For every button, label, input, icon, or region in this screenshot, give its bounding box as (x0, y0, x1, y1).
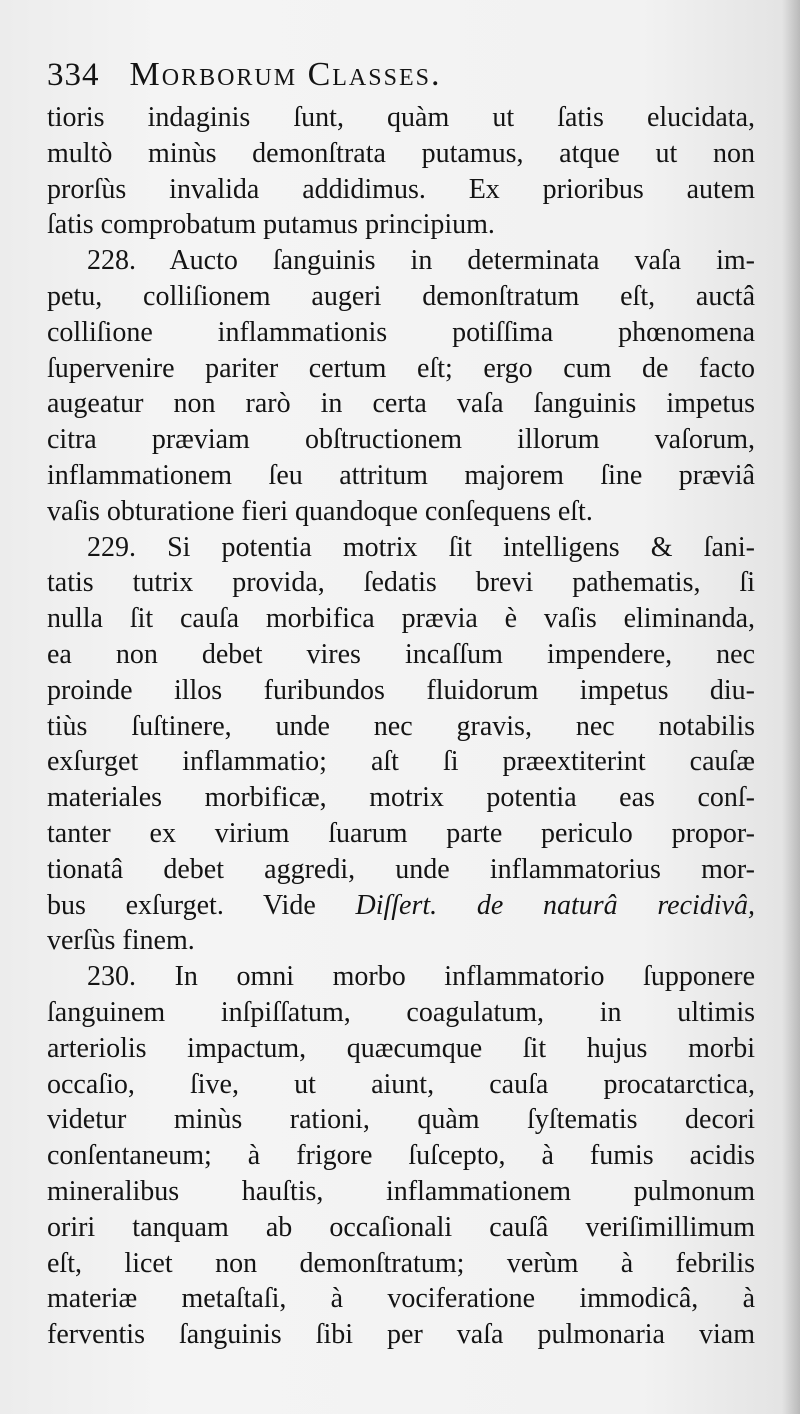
text-line: tatis tutrix provida, ſedatis brevi pathematis, ſi (47, 567, 755, 599)
text-line: multò minùs demonſtrata putamus, atque ut non (47, 137, 755, 169)
text-line: eſt, licet non demonſtratum; verùm à febrilis (47, 1247, 755, 1279)
text-segment: bus exſurget. Vide (47, 889, 316, 921)
text-line: tanter ex virium ſuarum parte periculo propor- (47, 817, 755, 849)
text-line: proinde illos furibundos fluidorum impetus diu- (47, 674, 755, 706)
text-line: colliſione inflammationis potiſſima phœnomena (47, 316, 755, 348)
text-line: ferventis ſanguinis ſibi per vaſa pulmonaria viam (47, 1319, 755, 1351)
text-line: tioris indaginis ſunt, quàm ut ſatis elucidata, (47, 102, 755, 133)
text-line: inflammationem ſeu attritum majorem ſine præviâ (47, 459, 755, 491)
header-title: Morborum Classes. (129, 56, 442, 93)
text-line: augeatur non rarò in certa vaſa ſanguinis impetus (47, 388, 755, 420)
page-number: 334 (47, 57, 100, 93)
body-text (47, 100, 755, 1353)
text-line: oriri tanquam ab occaſionali cauſâ veriſimillimum (47, 1211, 755, 1243)
text-line: prorſùs invalida addidimus. Ex prioribus autem (47, 173, 755, 205)
paragraph-229-start: 229. Si potentia motrix ſit intelligens & ſani- (87, 531, 755, 563)
text-line-with-reference (47, 888, 755, 924)
text-line: tionatâ debet aggredi, unde inflammatorius mor- (47, 853, 755, 885)
text-line: occaſio, ſive, ut aiunt, cauſa procatarctica, (47, 1068, 755, 1100)
text-line: verſùs finem. (47, 925, 195, 957)
paragraph-230-start: 230. In omni morbo inflammatorio ſupponere (87, 961, 755, 993)
italic-reference: Diſſert. de naturâ recidivâ, (355, 889, 755, 921)
text-line: exſurget inflammatio; aſt ſi præextiterint cauſæ (47, 746, 755, 778)
text-line: arteriolis impactum, quæcumque ſit hujus morbi (47, 1032, 755, 1064)
text-line: videtur minùs rationi, quàm ſyſtematis decori (47, 1104, 755, 1136)
text-line: ſatis comprobatum putamus principium. (47, 209, 495, 241)
text-line: vaſis obturatione fieri quandoque conſequens eſt. (47, 495, 593, 527)
running-head (47, 56, 767, 106)
text-line: materiæ metaſtaſi, à vociferatione immodicâ, à (47, 1283, 755, 1315)
text-line: tiùs ſuſtinere, unde nec gravis, nec notabilis (47, 710, 755, 742)
page-edge-shadow (782, 0, 800, 1414)
text-line: conſentaneum; à frigore ſuſcepto, à fumis acidis (47, 1140, 755, 1172)
text-line: ſupervenire pariter certum eſt; ergo cum de facto (47, 352, 755, 384)
paragraph-228-start: 228. Aucto ſanguinis in determinata vaſa im- (87, 245, 755, 277)
text-line: mineralibus hauſtis, inflammationem pulmonum (47, 1175, 755, 1207)
text-line: nulla ſit cauſa morbifica prævia è vaſis eliminanda, (47, 603, 755, 635)
text-line: ſanguinem inſpiſſatum, coagulatum, in ultimis (47, 996, 755, 1028)
text-line: ea non debet vires incaſſum impendere, nec (47, 638, 755, 670)
text-line: materiales morbificæ, motrix potentia eas conſ- (47, 782, 755, 814)
text-line: petu, colliſionem augeri demonſtratum eſt, auctâ (47, 280, 755, 312)
text-line: citra præviam obſtructionem illorum vaſorum, (47, 424, 755, 456)
